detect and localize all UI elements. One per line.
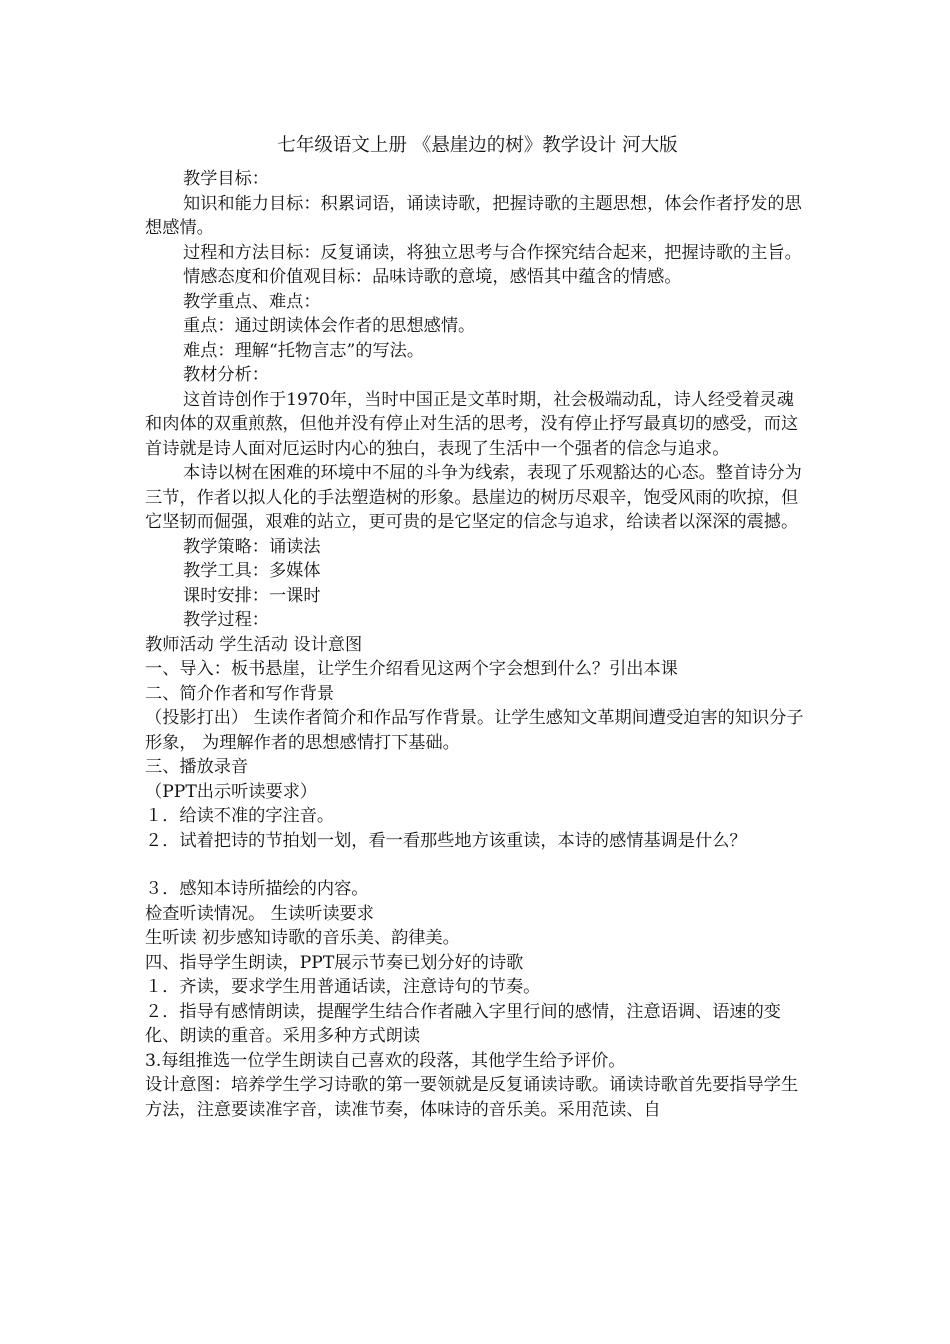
paragraph: 三、播放录音 [145, 757, 249, 777]
document-title: 七年级语文上册 《悬崖边的树》教学设计 河大版 [277, 135, 678, 156]
paragraph: 一、导入：板书悬崖，让学生介绍看见这两个字会想到什么？引出本课 [145, 659, 678, 679]
paragraph: 本诗以树在困难的环境中不屈的斗争为线索，表现了乐观豁达的心态。整首诗分为三节，作者以拟人化的手法塑造树的形象。悬崖边的树历尽艰辛，饱受风雨的吹掠，但它坚韧而倔强，艰难的站立，更可贵的是它坚定的信念与追求，给读者以深深的震撼。 [145, 463, 802, 532]
paragraph: 情感态度和价值观目标：品味诗歌的意境，感悟其中蕴含的情感。 [183, 267, 682, 287]
paragraph: 教学策略：诵读法 [183, 536, 321, 557]
paragraph: 检查听读情况。 生读听读要求 [145, 903, 374, 924]
paragraph: 难点：理解“托物言志”的写法。 [183, 340, 425, 361]
paragraph: ２．指导有感情朗读，提醒学生结合作者融入字里行间的感情，注意语调、语速的变化、朗读的重音。采用多种方式朗读 [145, 1001, 781, 1046]
paragraph: 重点：通过朗读体会作者的思想感情。 [183, 316, 476, 336]
paragraph: 教师活动 学生活动 设计意图 [145, 634, 363, 655]
paragraph: 教材分析： [183, 365, 269, 385]
paragraph: 3.每组推选一位学生朗读自己喜欢的段落，其他学生给予评价。 [145, 1050, 626, 1071]
document-page [145, 131, 810, 1122]
paragraph: 知识和能力目标：积累词语，诵读诗歌，把握诗歌的主题思想，体会作者抒发的思想感情。 [145, 193, 802, 238]
paragraph: ３．感知本诗所描绘的内容。 [145, 879, 369, 899]
paragraph: （投影打出） 生读作者简介和作品写作背景。让学生感知文革期间遭受迫害的知识分子形象， 为理解作者的思想感情打下基础。 [145, 708, 804, 753]
paragraph: （PPT出示听读要求） [145, 781, 318, 802]
document-body [145, 167, 810, 1122]
paragraph: 课时安排：一课时 [183, 585, 321, 606]
paragraph: 教学过程： [183, 610, 269, 630]
paragraph: 教学重点、难点： [183, 291, 321, 312]
paragraph: 这首诗创作于1970年，当时中国正是文革时期，社会极端动乱，诗人经受着灵魂和肉体的双重煎熬，但他并没有停止对生活的思考，没有停止抒写最真切的感受，而这首诗就是诗人面对厄运时内心的独白，表现了生活中一个强者的信念与追求。 [145, 389, 799, 459]
paragraph: 二、简介作者和写作背景 [145, 683, 335, 704]
paragraph: 生听读 初步感知诗歌的音乐美、韵律美。 [145, 928, 460, 948]
paragraph: ２．试着把诗的节拍划一划，看一看那些地方该重读，本诗的感情基调是什么？ [145, 830, 747, 851]
paragraph: 过程和方法目标：反复诵读，将独立思考与合作探究结合起来，把握诗歌的主旨。 [183, 242, 802, 263]
paragraph: １．给读不准的字注音。 [145, 806, 335, 826]
paragraph: 教学工具：多媒体 [183, 561, 321, 581]
paragraph: 四、指导学生朗读，PPT展示节奏已划分好的诗歌 [145, 952, 524, 973]
blank-line [145, 853, 810, 877]
paragraph: １．齐读，要求学生用普通话读，注意诗句的节奏。 [145, 977, 541, 997]
paragraph: 设计意图：培养学生学习诗歌的第一要领就是反复诵读诗歌。诵读诗歌首先要指导学生方法，注意要读准字音，读准节奏，体味诗的音乐美。采用范读、自 [145, 1075, 799, 1120]
paragraph: 教学目标： [183, 169, 269, 189]
